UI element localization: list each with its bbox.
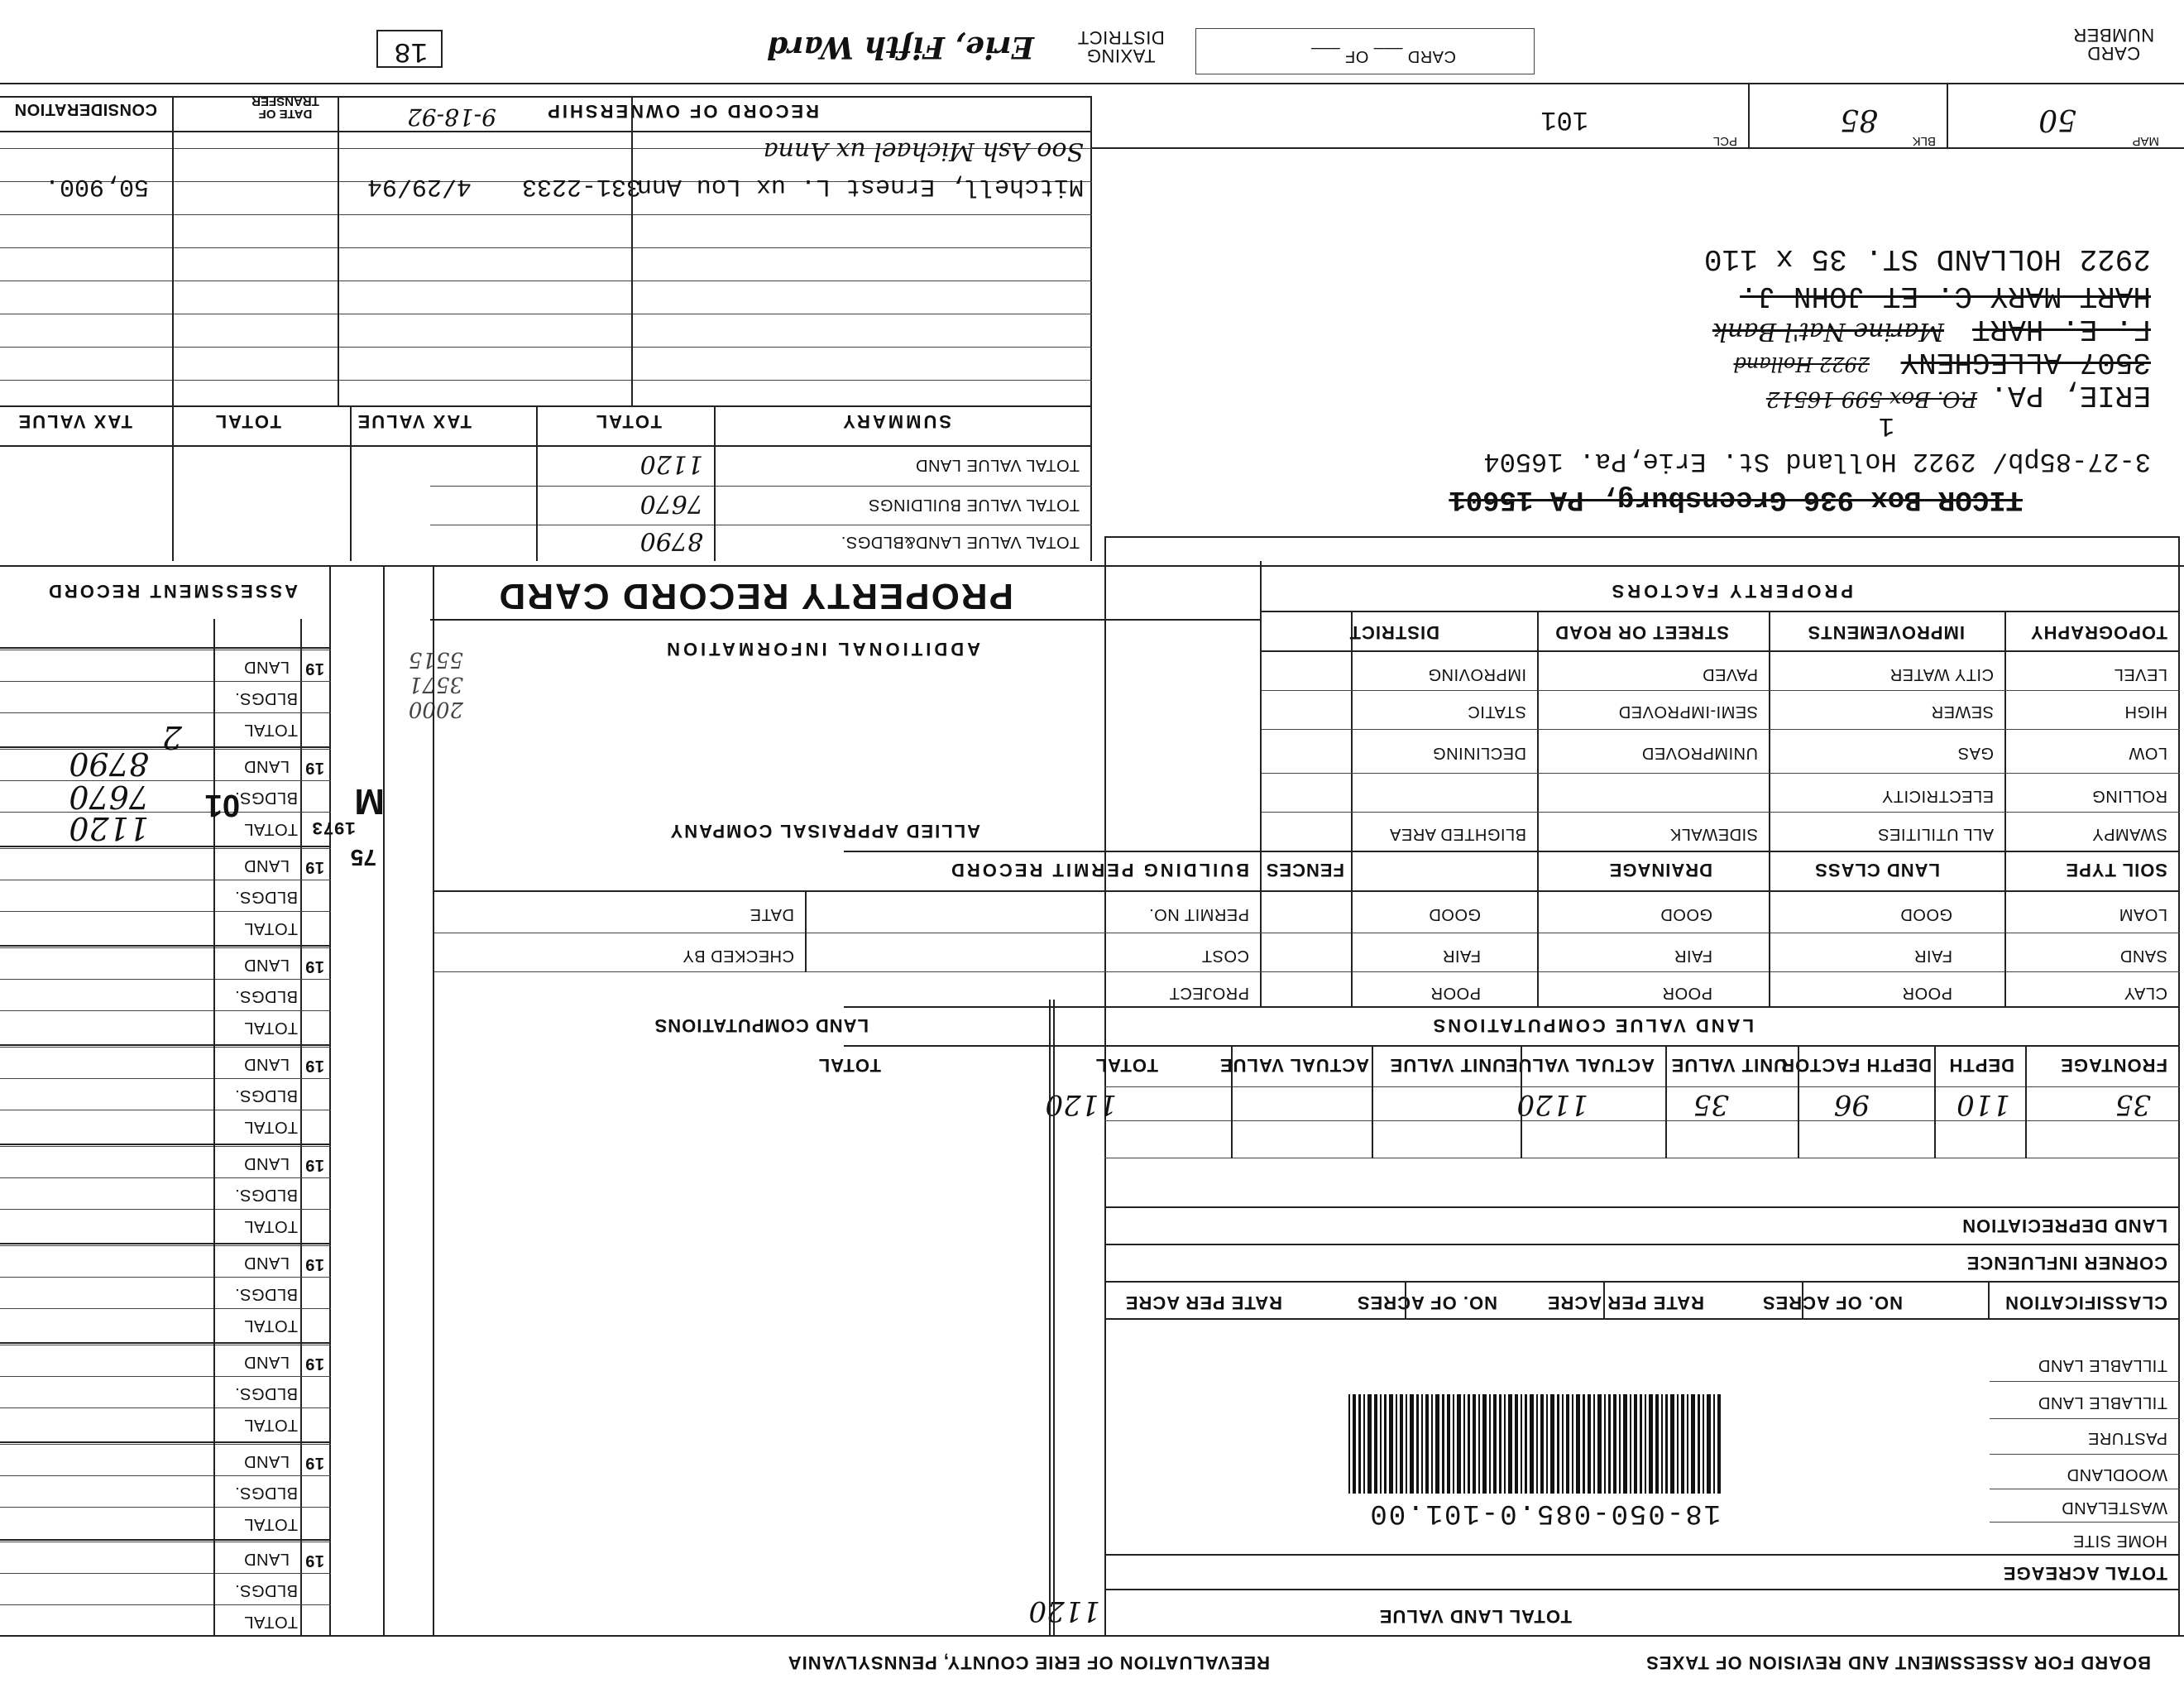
owner-line-2: HART MARY C. ET JOHN J. [1740, 279, 2151, 313]
property-record-card-title: PROPERTY RECORD CARD [497, 576, 1013, 616]
property-factors-title: PROPERTY FACTORS [1608, 581, 1853, 602]
topo-high: HIGH [2124, 703, 2167, 721]
additional-note-2: 2000 [408, 697, 463, 722]
owner-line-7: 3-27-85pb/ 2922 Holland St. Erie,Pa. 16504 [1483, 446, 2151, 477]
additional-info-title: ADDITIONAL INFORMATION [663, 639, 980, 659]
assessment-entry-mark3: 2 [161, 719, 182, 755]
comp-header-frontage: FRONTAGE [2060, 1055, 2167, 1076]
permit-project-label: PROJECT [1169, 984, 1249, 1002]
land-row-tillable-2: TILLABLE LAND [2038, 1356, 2167, 1374]
comp-depth-factor: 96 [1833, 1088, 1870, 1121]
ward-name: Erie, Fifth Ward [767, 30, 1034, 65]
comp-frontage: 35 [2115, 1088, 2151, 1121]
property-record-card: REEVALUATION OF ERIE COUNTY, PENNSYLVANIA BOARD FOR ASSESSMENT AND REVISION OF TAXES TOTAL LAND VALUE 1120 TOTAL ACREAGE HOME SITE WASTELAND WOODLAND PASTURE TILLABLE LAND TILLABLE LAND 18-050-085.0-101.00 CLASSIFICATION NO. OF ACRES RATE PER ACRE NO. OF ACRES RATE PER ACRE CORNER INFLUENCE LAND DEPRECIATION 35 110 96 35 1120 1120 FRONTAGE DEPTH DEPTH FACTOR UNIT VALUE ACTUAL VALUE UNIT VALUE ACTUAL VALUE TOTAL TOTAL LAND VALUE COMPUTATIONS LAND COMPUTATIONS SOIL TYPE LAND CLASS DRAINAGE FENCES LOAM SAND CLAY GOOD FAIR POOR GOOD FAIR POOR GOOD FAIR POOR SWAMPY ROLLING LOW HIGH LEVEL ALL UTILITIES ELECTRICITY GAS SEWER CITY WATER SIDEWALK UNIMPROVED SEMI-IMPROVED PAVED BLIGHTED AREA DECLINING STATIC IMPROVING TOPOGRAPHY IMPROVEMENTS STREET OR ROAD DISTRICT PROPERTY FACTORS BUILDING PERMIT RECORD PERMIT NO. COST PROJECT DATE CHECKED BY ALLIED APPRAISAL COMPANY ADDITIONAL INFORMATION 3571 2000 5515 PROPERTY RECORD CARD LAND BLDGS. TOTAL 19 LAND BLDGS. TOTAL 19 LAND BLDGS. TOTAL 19 LAND BLDGS. TOTAL 19 LAND BLDGS. TOTAL 19 LAND BLDGS. TOTAL 19 LAND BLDGS. TOTAL 19 LAND BLDGS. TOTAL 19 LAND BLDGS. TOTAL 19 LAND BLDGS. TOTAL 19 ASSESSMENT RECORD 1120 7670 8790 1973 75 M 01 2 TICOR Box 936 Greensburg, PA 15601 3-27-85pb/ 2922 Holland St. Erie,Pa. 16504 1 ERIE, PA. P.O. Box 599 16512 3507 ALLEGHENY 2922 Holland F. E. HART Marine Nat'l Bank HART MARY C. ET JOHN J. 2922 HOLLAND ST. 35 x 110 TOTAL VALUE LAND&BLDGS. TOTAL VALUE BUILDINGS TOTAL VALUE LAND 8790 7670 1120 SUMMARY TOTAL TAX VALUE TOTAL TAX VALUE Mitchell, Ernest L. ux Lou Ann 331-2233 4/29/94 50,900. Soo Ash Michael ux Anna 9-18-92 RECORD OF OWNERSHIP DATE OF TRANSFER CONSIDERATION MAP 50 BLK 85 PCL 101 CARD NUMBER CARD ___ OF ___ TAXING DISTRICT Erie, Fifth Ward 18 [0, 0, 2184, 1688]
date-of-transfer-label: DATE OF TRANSFER [251, 94, 319, 121]
assessment-label: TOTAL [243, 721, 298, 739]
owner-line-3-hand: Marine Nat'l Bank [1712, 317, 1944, 346]
permit-cost-label: COST [1201, 947, 1249, 965]
comp-total: 1120 [1045, 1088, 1117, 1121]
assessment-label: TOTAL [243, 1217, 298, 1235]
soil-loam: LOAM [2119, 905, 2167, 923]
topography-header: TOPOGRAPHY [2029, 622, 2167, 643]
owner-address-line: 2922 HOLLAND ST. 35 x 110 [1703, 242, 2151, 276]
summary-land-value: 1120 [639, 449, 703, 478]
blk-label: BLK [1912, 134, 1936, 148]
total-acreage-label: TOTAL ACREAGE [2002, 1563, 2167, 1584]
taxing-district-label: TAXING DISTRICT [1077, 27, 1165, 66]
assessment-year-prefix: 19 [304, 1454, 324, 1472]
assessment-entry-code: 75 [350, 845, 376, 870]
assessment-label: TOTAL [243, 1316, 298, 1335]
pcl-value: 101 [1540, 104, 1588, 135]
land-row-woodland: WOODLAND [2067, 1465, 2167, 1484]
owner-line-5: ERIE, PA. [1990, 378, 2151, 412]
land-row-wasteland: WASTELAND [2061, 1499, 2167, 1517]
soil-clay: CLAY [2124, 984, 2167, 1002]
parcel-barcode [1346, 1394, 1721, 1494]
ownership-entry-2-ref: 331-2233 [521, 172, 641, 200]
assessment-label: BLDGS. [234, 987, 298, 1005]
soil-sand: SAND [2119, 947, 2167, 965]
assessment-label: TOTAL [243, 1019, 298, 1037]
assessment-year-prefix: 19 [304, 1057, 324, 1075]
land-value-computations-title: LAND VALUE COMPUTATIONS [1430, 1015, 1754, 1036]
summary-buildings-label: TOTAL VALUE BUILDINGS [868, 496, 1080, 514]
assessment-record-title: ASSESSMENT RECORD [46, 581, 298, 602]
assessment-entry-mark: M [354, 781, 385, 822]
assessment-label: LAND [243, 856, 290, 875]
assessment-entry-total: 8790 [69, 746, 149, 782]
ownership-entry-1-name: Soo Ash Michael ux Anna [763, 137, 1084, 165]
ownership-entry-2-name: Mitchell, Ernest L. ux Lou Ann [636, 172, 1084, 200]
assessment-year-prefix: 19 [304, 759, 324, 777]
owner-line-3: F. E. HART [1971, 312, 2151, 346]
topo-low: LOW [2128, 744, 2167, 762]
card-of-label: CARD ___ OF ___ [1310, 47, 1456, 65]
summary-title: SUMMARY [841, 411, 951, 432]
card-number-label: CARD NUMBER [2072, 25, 2155, 64]
assessment-label: LAND [243, 1353, 290, 1371]
assessment-label: LAND [243, 1254, 290, 1272]
assessment-label: TOTAL [243, 1515, 298, 1533]
total-land-value-label: TOTAL LAND VALUE [1378, 1606, 1572, 1627]
land-depreciation-label: LAND DEPRECIATION [1961, 1216, 2167, 1236]
assessment-label: TOTAL [243, 1118, 298, 1136]
soil-type-header: SOIL TYPE [2065, 860, 2167, 880]
comp-unit-value: 35 [1693, 1088, 1729, 1121]
permit-date-label: DATE [750, 905, 794, 923]
topo-level: LEVEL [2114, 665, 2167, 683]
pcl-label: PCL [1712, 134, 1737, 148]
header-right-title: BOARD FOR ASSESSMENT AND REVISION OF TAXES [1645, 1652, 2151, 1673]
assessment-year-prefix: 19 [304, 1156, 324, 1174]
assessment-label: BLDGS. [234, 689, 298, 707]
corner-influence-label: CORNER INFLUENCE [1966, 1253, 2167, 1273]
permit-no-label: PERMIT NO. [1148, 905, 1249, 923]
assessment-label: BLDGS. [234, 1484, 298, 1502]
assessment-label: TOTAL [243, 1613, 298, 1631]
classification-header: CLASSIFICATION [2004, 1292, 2167, 1313]
total-land-value: 1120 [1028, 1594, 1100, 1628]
summary-land-bldgs-label: TOTAL VALUE LAND&BLDGS. [841, 533, 1080, 551]
assessment-label: BLDGS. [234, 1285, 298, 1303]
blk-value: 85 [1840, 103, 1878, 137]
assessment-label: LAND [243, 757, 290, 775]
permit-checked-by-label: CHECKED BY [682, 947, 794, 965]
owner-line-6: 1 [1878, 410, 1894, 441]
comp-depth: 110 [1956, 1088, 2010, 1121]
land-row-tillable: TILLABLE LAND [2038, 1393, 2167, 1412]
header-left-title: REEVALUATION OF ERIE COUNTY, PENNSYLVANIA [787, 1652, 1270, 1673]
appraisal-company: ALLIED APPRAISAL COMPANY [668, 821, 980, 842]
ownership-entry-2-value: 50,900. [44, 172, 149, 200]
summary-buildings-value: 7670 [639, 489, 703, 518]
assessment-label: LAND [243, 658, 290, 676]
owner-line-5-hand: P.O. Box 599 16512 [1765, 386, 1977, 411]
barcode-text: 18-050-085.0-101.00 [1368, 1497, 1721, 1528]
summary-land-label: TOTAL VALUE LAND [915, 456, 1080, 474]
record-of-ownership-title: RECORD OF OWNERSHIP [545, 101, 819, 122]
assessment-label: LAND [243, 1154, 290, 1172]
additional-note-3: 5515 [408, 647, 463, 672]
assessment-label: BLDGS. [234, 1186, 298, 1204]
assessment-label: BLDGS. [234, 789, 298, 807]
assessment-entry-mark2: 01 [204, 788, 240, 822]
additional-note-1: 3571 [408, 672, 463, 697]
land-computations-title: LAND COMPUTATIONS [654, 1015, 869, 1036]
assessment-year-prefix: 19 [304, 1551, 324, 1570]
assessment-label: LAND [243, 1452, 290, 1470]
land-row-home-site: HOME SITE [2072, 1532, 2167, 1550]
assessment-label: BLDGS. [234, 1384, 298, 1403]
consideration-label: CONSIDERATION [14, 100, 157, 118]
assessment-label: LAND [243, 1055, 290, 1073]
assessment-label: LAND [243, 1550, 290, 1568]
owner-line-4-hand: 2922 Holland [1733, 352, 1870, 376]
assessment-label: TOTAL [243, 820, 298, 838]
district-no: 18 [394, 35, 428, 66]
assessment-label: LAND [243, 956, 290, 974]
land-row-pasture: PASTURE [2087, 1429, 2167, 1447]
assessment-year-prefix: 19 [304, 1255, 324, 1273]
assessment-entry-land: 1120 [69, 810, 149, 846]
assessment-entry-year: 1973 [312, 817, 356, 837]
assessment-year-prefix: 19 [304, 858, 324, 876]
topo-rolling: ROLLING [2091, 787, 2167, 805]
owner-line-8: TICOR Box 936 Greensburg, PA 15601 [1449, 483, 2023, 515]
ownership-entry-1-date: 9-18-92 [407, 103, 496, 131]
topo-swampy: SWAMPY [2091, 825, 2167, 843]
assessment-label: BLDGS. [234, 1086, 298, 1105]
assessment-label: BLDGS. [234, 1581, 298, 1599]
assessment-entry-bldgs: 7670 [69, 779, 149, 815]
ownership-entry-2-date: 4/29/94 [366, 172, 472, 200]
building-permit-title: BUILDING PERMIT RECORD [949, 860, 1249, 880]
summary-land-bldgs-value: 8790 [639, 526, 703, 555]
assessment-label: TOTAL [243, 919, 298, 938]
assessment-year-prefix: 19 [304, 957, 324, 976]
map-value: 50 [2038, 103, 2076, 137]
assessment-year-prefix: 19 [304, 659, 324, 678]
comp-actual-value: 1120 [1516, 1088, 1588, 1121]
assessment-year-prefix: 19 [304, 1355, 324, 1373]
map-label: MAP [2132, 134, 2159, 148]
owner-line-4: 3507 ALLEGHENY [1900, 345, 2151, 379]
assessment-label: BLDGS. [234, 888, 298, 906]
assessment-label: TOTAL [243, 1416, 298, 1434]
